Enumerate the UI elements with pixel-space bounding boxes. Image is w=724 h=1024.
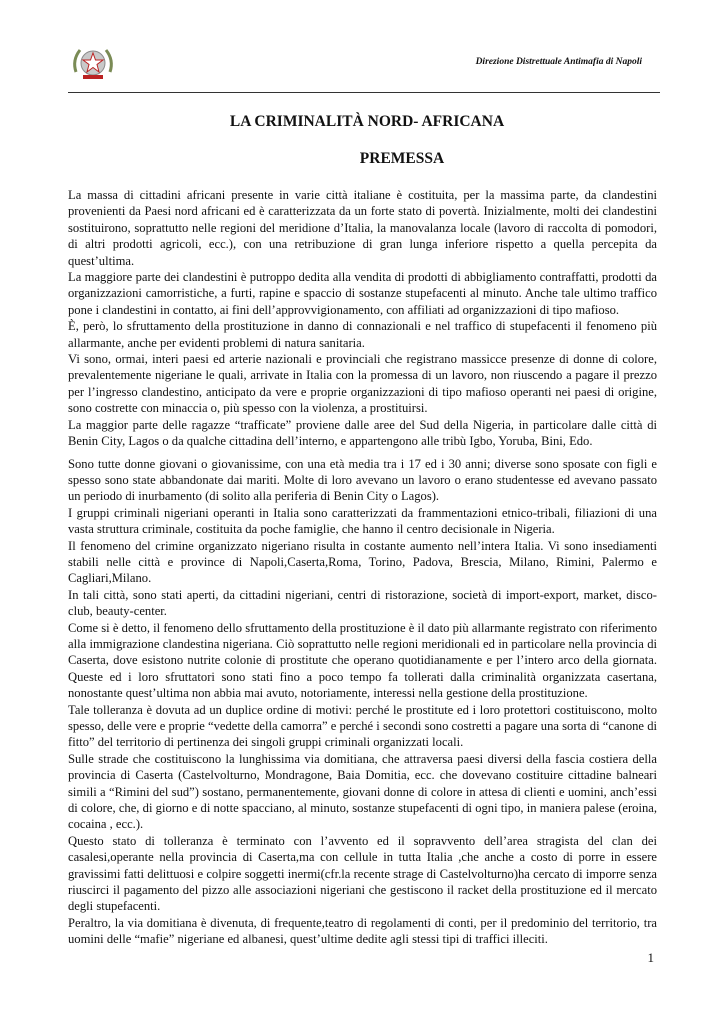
- header-divider: [68, 92, 660, 93]
- paragraph: La maggiore parte dei clandestini è putroppo dedita alla vendita di prodotti di abbigliamento contraffatti, prodotti da organizzazioni camorristiche, a furti, rapine e spaccio di sostanze stupefacenti al minuto. Anche tale ultimo traffico pone i clandestini in contatto, ai fini dell’approvvigionamento, con affiliati ad organizzazioni di tipo mafioso.: [68, 270, 657, 317]
- paragraph: La massa di cittadini africani presente in varie città italiane è costituita, per la massima parte, da clandestini provenienti da Paesi nord africani ed è caratterizzata da un forte stato di povertà. Inizialmente, molti dei clandestini sostituirono, soprattutto nelle regioni del meridione d’Italia, la manovalanza locale (lavoro di raccolta di pomodori, di altri prodotti agricoli, ecc.), con una retribuzione di gran lunga inferiore rispetto a quella percepita da quest’ultima.: [68, 188, 657, 268]
- paragraph: Come si è detto, il fenomeno dello sfruttamento della prostituzione è il dato più allarmante registrato con riferimento alla immigrazione clandestina nigeriana. Ciò soprattutto nelle regioni meridionali ed in particolare nella provincia di Caserta, dove esistono nutrite colonie di prostitute che operano quotidianamente e per l’intero arco della giornata. Queste ed i loro sfruttatori sono stati fino a poco tempo fa tollerati dalla criminalità organizzata casertana, nonostante quest’ultima non abbia mai avuto, notoriamente, interessi nella gestione della prostituzione.: [68, 620, 657, 701]
- paragraph: Peraltro, la via domitiana è divenuta, di frequente,teatro di regolamenti di conti, per il predominio del territorio, tra uomini delle “mafie” nigeriane ed albanesi, quest’ultime dedite agli stessi tipi di traffici illeciti.: [68, 915, 657, 947]
- paragraph: Tale tolleranza è dovuta ad un duplice ordine di motivi: perché le prostitute ed i loro protettori costituiscono, molto spesso, delle vere e proprie “vedette della camorra” e perché i secondi sono costretti a pagare una sorta di “canone di fitto” del territorio di pertinenza dei singoli gruppi criminali organizzati locali.: [68, 702, 657, 750]
- paragraph: Sono tutte donne giovani o giovanissime, con una età media tra i 17 ed i 30 anni; diverse sono sposate con figli e spesso sono state abbandonate dai mariti. Molte di loro avevano un lavoro o erano studentesse ed avevano passato un periodo di inurbamento (di solito alla periferia di Benin City o Lagos).: [68, 456, 657, 504]
- paragraph: Questo stato di tolleranza è terminato con l’avvento ed il sopravvento dell’area stragista del clan dei casalesi,operante nella provincia di Caserta,ma con cellule in tutta Italia ,che anche a costo di porre in essere gravissimi fatti delittuosi e colpire soggetti inermi(cfr.la recente strage di Castelvolturno)ha cercato di imporre senza riuscirci il pagamento del pizzo alle associazioni nigeriani che gestiscono il racket della prostituzione ed il mercato degli stupefacenti.: [68, 833, 657, 914]
- paragraph: I gruppi criminali nigeriani operanti in Italia sono caratterizzati da frammentazioni etnico-tribali, filiazioni di una vasta struttura criminale, costituita da poche famiglie, che hanno il centro decisionale in Nigeria.: [68, 505, 657, 537]
- document-body: [68, 187, 657, 948]
- header-office: Direzione Distrettuale Antimafia di Napoli: [475, 57, 642, 67]
- paragraph: Vi sono, ormai, interi paesi ed arterie nazionali e provinciali che registrano massicce presenze di donne di colore, prevalentemente nigeriane le quali, arrivate in Italia con la promessa di un lavoro, non riuscendo a pagare il prezzo per l’ingresso clandestino, anticipato da vere e proprie organizzazioni di tipo mafioso operanti nei paesi di origine, sono costrette con minaccia o, più spesso con la violenza, a prostituirsi.: [68, 352, 657, 416]
- document-subtitle: PREMESSA: [359, 150, 445, 167]
- paragraph: La maggior parte delle ragazze “trafficate” proviene dalle aree del Sud della Nigeria, in particolare dalle città di Benin City, Lagos o da qualche cittadina dell’interno, e appartengono alle tribù Igbo, Yoruba, Bini, Edo.: [68, 417, 657, 449]
- document-title: LA CRIMINALITÀ NORD- AFRICANA: [229, 113, 505, 130]
- paragraph: Sulle strade che costituiscono la lunghissima via domitiana, che attraversa paesi diversi della fascia costiera della provincia di Caserta (Castelvolturno, Mondragone, Baia Domitia, ecc. che dovevano costituire cittadine balneari simili a “Rimini del sud”) sostano, permanentemente, giovani donne di colore in attesa di clienti e uomini, anch’essi di colore, che, di giorno e di notte spacciano, al minuto, sostanze stupefacenti di ogni tipo, in maniera palese (eroina, cocaina , ecc.).: [68, 751, 657, 832]
- paragraph: Il fenomeno del crimine organizzato nigeriano risulta in costante aumento nell’intera Italia. Vi sono insediamenti stabili nelle città e province di Napoli,Caserta,Roma, Torino, Padova, Brescia, Milano, Rimini, Palermo e Cagliari,Milano.: [68, 538, 657, 586]
- paragraph: In tali città, sono stati aperti, da cittadini nigeriani, centri di ristorazione, società di import-export, market, disco-club, beauty-center.: [68, 587, 657, 619]
- paragraph: È, però, lo sfruttamento della prostituzione in danno di connazionali e nel traffico di stupefacenti il fenomeno più allarmante, anche per evidenti problemi di natura sanitaria.: [68, 319, 657, 350]
- page-number: 1: [647, 950, 654, 965]
- italian-republic-emblem-icon: [70, 42, 116, 86]
